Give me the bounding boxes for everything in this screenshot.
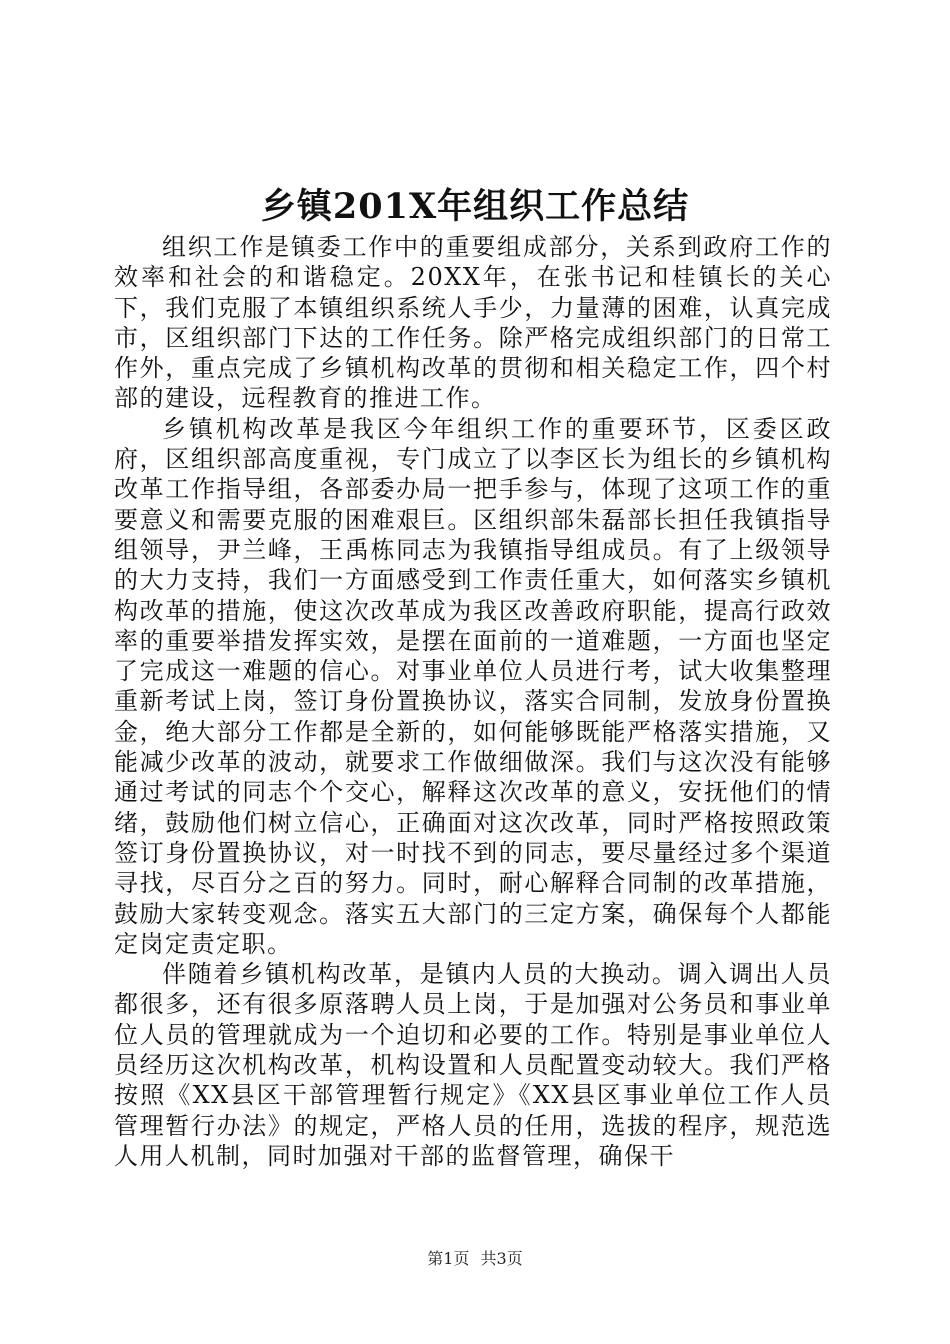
paragraph: 伴随着乡镇机构改革，是镇内人员的大换动。调入调出人员都很多，还有很多原落聘人员上岗，于是加强对公务员和事业单位人员的管理就成为一个迫切和必要的工作。特别是事业单位人员经历这次机构改革，机构设置和人员配置变动较大。我们严格按照《XX县区干部管理暂行规定》《XX县区事业单位工作人员管理暂行办法》的规定，严格人员的任用，选拔的程序，规范选人用人机制，同时加强对干部的监督管理，确保干 [114,960,832,1170]
page-number: 第1页 [427,1249,470,1268]
paragraph: 乡镇机构改革是我区今年组织工作的重要环节，区委区政府，区组织部高度重视，专门成立了以李区长为组长的乡镇机构改革工作指导组，各部委办局一把手参与，体现了这项工作的重要意义和需要克服的困难艰巨。区组织部朱磊部长担任我镇指导组领导，尹兰峰，王禹栋同志为我镇指导组成员。有了上级领导的大力支持，我们一方面感受到工作责任重大，如何落实乡镇机构改革的措施，使这次改革成为我区改善政府职能，提高行政效率的重要举措发挥实效，是摆在面前的一道难题，一方面也坚定了完成这一难题的信心。对事业单位人员进行考，试大收集整理重新考试上岗，签订身份置换协议，落实合同制，发放身份置换金，绝大部分工作都是全新的，如何能够既能严格落实措施，又能减少改革的波动，就要求工作做细做深。我们与这次没有能够通过考试的同志个个交心，解释这次改革的意义，安抚他们的情绪，鼓励他们树立信心，正确面对这次改革，同时严格按照政策签订身份置换协议，对一时找不到的同志，要尽量经过多个渠道寻找，尽百分之百的努力。同时，耐心解释合同制的改革措施，鼓励大家转变观念。落实五大部门的三定方案，确保每个人都能定岗定责定职。 [114,414,832,958]
page-footer [0,1246,950,1269]
page-total: 共3页 [480,1249,523,1268]
paragraph: 组织工作是镇委工作中的重要组成部分，关系到政府工作的效率和社会的和谐稳定。20XX年，在张书记和桂镇长的关心下，我们克服了本镇组织系统人手少，力量薄的困难，认真完成市，区组织部门下达的工作任务。除严格完成组织部门的日常工作外，重点完成了乡镇机构改革的贯彻和相关稳定工作，四个村部的建设，远程教育的推进工作。 [114,233,832,413]
document-body [114,232,832,1171]
document-title: 乡镇201X年组织工作总结 [260,186,690,227]
